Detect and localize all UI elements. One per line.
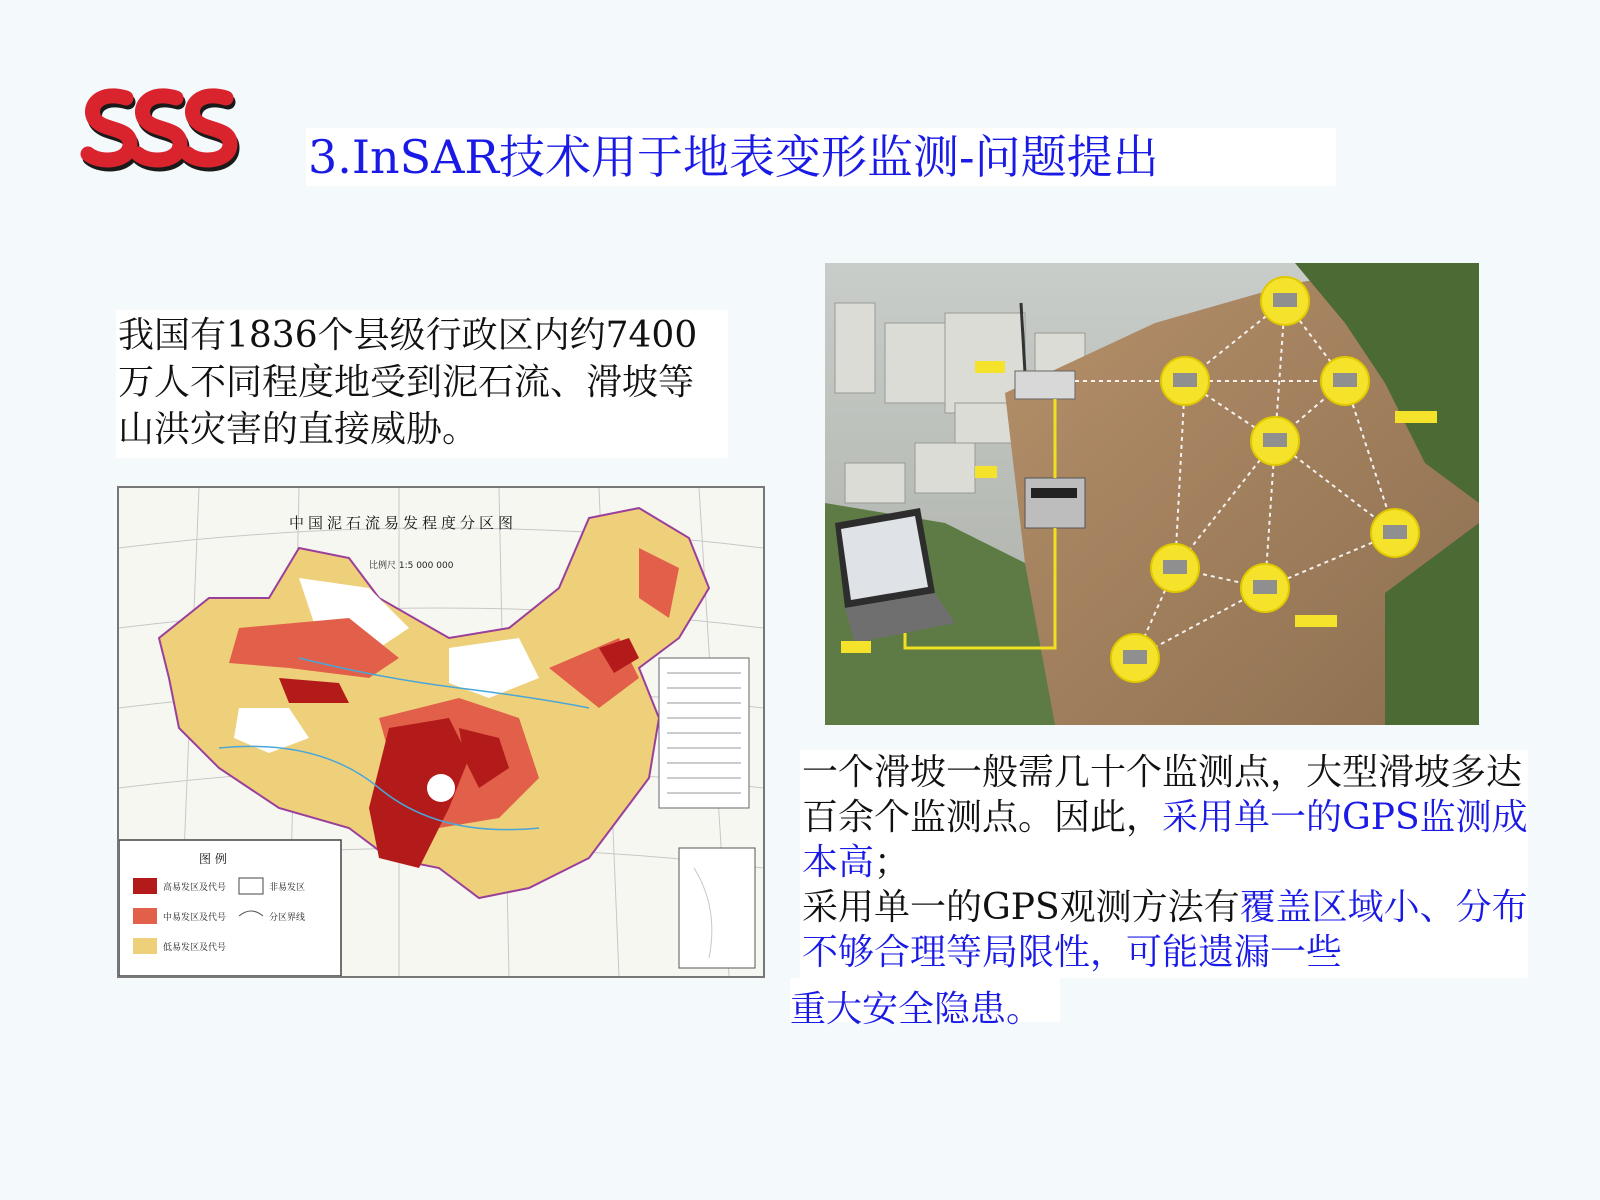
legend-swatch-low	[133, 938, 157, 954]
legend-label-high: 高易发区及代号	[163, 883, 227, 893]
map-title: 中国泥石流易发程度分区图	[289, 514, 518, 532]
legend-swatch-none	[239, 878, 263, 894]
sss-logo	[80, 82, 240, 174]
desc-p1-black: 一个滑坡一般需几十个监测点，大型滑坡多达百余个监测点。因此，	[802, 752, 1523, 838]
desc-p1-tail: ；	[874, 842, 911, 883]
landslide-monitoring-photo	[825, 263, 1479, 725]
map-scale: 比例尺 1:5 000 000	[369, 561, 454, 571]
legend-label-medium: 中易发区及代号	[163, 913, 227, 923]
intro-text: 我国有1836个县级行政区内约7400万人不同程度地受到泥石流、滑坡等山洪灾害的直接威胁。	[118, 315, 698, 450]
desc-p2-blue: 覆盖区域小、分布不够合理等局限性，可能遗漏一些	[802, 887, 1528, 973]
photo-graphic	[825, 263, 1479, 725]
legend-label-boundary: 分区界线	[269, 913, 306, 923]
map-graphic	[119, 488, 763, 976]
description-text	[790, 750, 1538, 1032]
desc-p1-blue: 采用单一的GPS监测成本高	[802, 797, 1528, 883]
legend-swatch-high	[133, 878, 157, 894]
legend-title: 图 例	[199, 852, 227, 866]
page-title: 3.InSAR技术用于地表变形监测-问题提出	[308, 130, 1159, 184]
legend-label-none: 非易发区	[269, 883, 306, 893]
legend-label-low: 低易发区及代号	[163, 943, 227, 953]
desc-p2-black: 采用单一的GPS观测方法有	[802, 887, 1240, 928]
debris-flow-map	[117, 486, 765, 978]
desc-p2-blue-last: 重大安全隐患。	[790, 989, 1043, 1030]
legend-swatch-medium	[133, 908, 157, 924]
